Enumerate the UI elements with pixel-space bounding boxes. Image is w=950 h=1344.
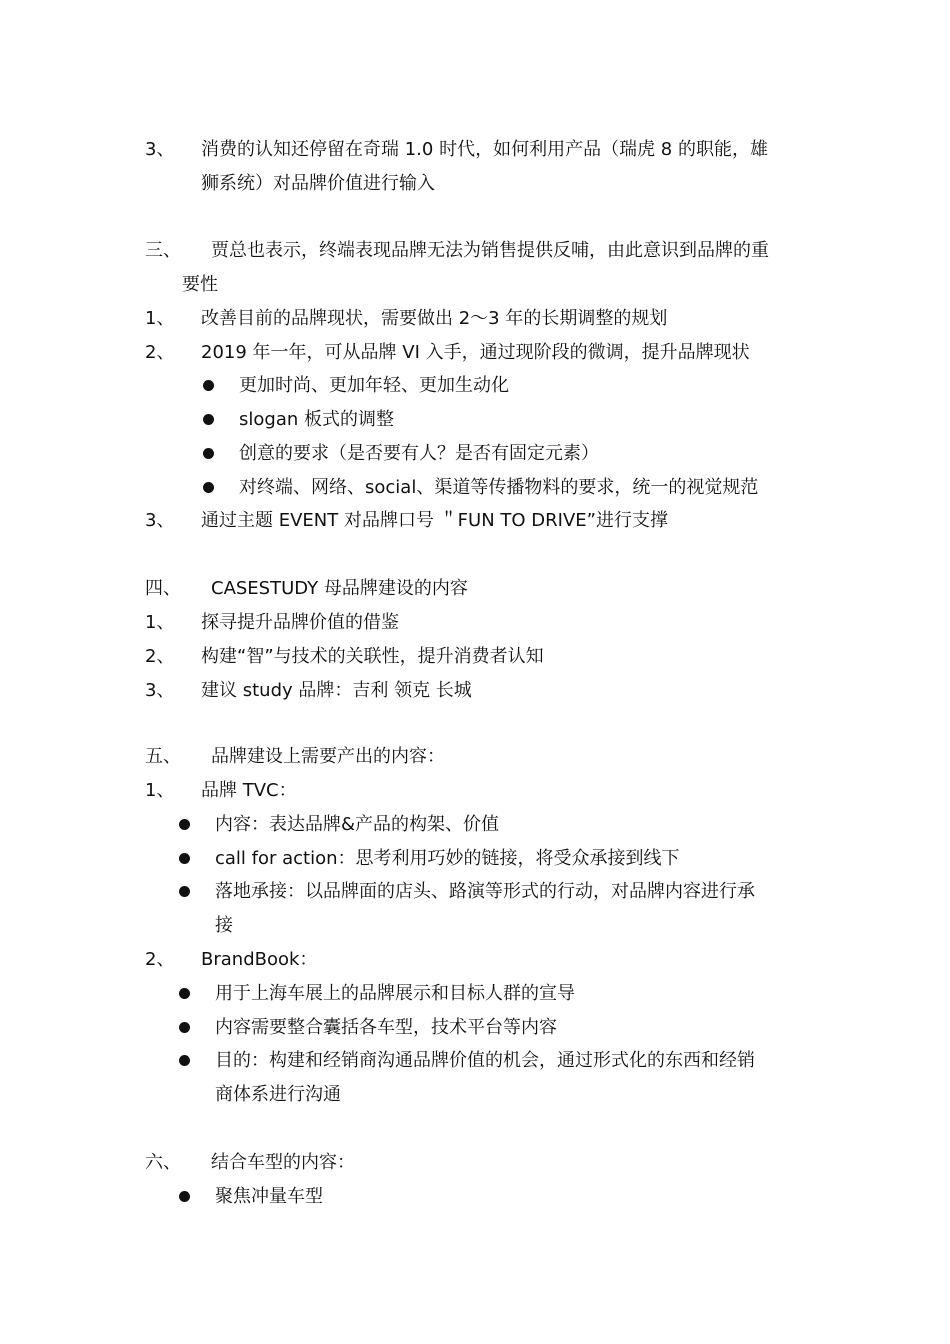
list-item — [0, 948, 950, 972]
bullet-text: 聚焦冲量车型 — [215, 1186, 323, 1207]
bullet-item — [0, 1049, 950, 1073]
item-number: 3、 — [145, 680, 175, 701]
bullet-icon — [179, 1191, 190, 1202]
bullet-icon — [179, 819, 190, 830]
item-text: 构建“智”与技术的关联性，提升消费者认知 — [201, 646, 544, 667]
bullet-text: 目的：构建和经销商沟通品牌价值的机会，通过形式化的东西和经销 — [215, 1050, 755, 1071]
item-text: 探寻提升品牌价值的借鉴 — [201, 612, 399, 633]
bullet-text: 内容：表达品牌&产品的构架、价值 — [215, 814, 500, 835]
bullet-text: call for action：思考利用巧妙的链接，将受众承接到线下 — [215, 848, 680, 869]
bullet-text: 落地承接：以品牌面的店头、路演等形式的行动，对品牌内容进行承 — [215, 881, 755, 902]
item-number: 3、 — [145, 139, 175, 160]
bullet-item — [0, 1016, 950, 1040]
item-number: 1、 — [145, 308, 175, 329]
list-item-continuation — [0, 172, 950, 196]
section-heading — [0, 1151, 950, 1175]
bullet-item — [0, 1185, 950, 1209]
section-text: 贾总也表示，终端表现品牌无法为销售提供反哺，由此意识到品牌的重 — [211, 240, 769, 261]
item-text: 品牌 TVC： — [201, 780, 297, 801]
item-text: 通过主题 EVENT 对品牌口号 ＂FUN TO DRIVE”进行支撑 — [201, 510, 668, 531]
bullet-item — [0, 374, 950, 398]
bullet-icon — [203, 414, 214, 425]
bullet-item-continuation — [0, 1083, 950, 1107]
item-text: 消费的认知还停留在奇瑞 1.0 时代，如何利用产品（瑞虎 8 的职能，雄 — [201, 139, 768, 160]
item-text: 狮系统）对品牌价值进行输入 — [201, 173, 435, 194]
list-item — [0, 611, 950, 635]
item-text: 建议 study 品牌：吉利 领克 长城 — [201, 680, 472, 701]
list-item — [0, 341, 950, 365]
item-text: 改善目前的品牌现状，需要做出 2～3 年的长期调整的规划 — [201, 308, 668, 329]
item-number: 1、 — [145, 780, 175, 801]
item-number: 2、 — [145, 342, 175, 363]
bullet-text: 更加时尚、更加年轻、更加生动化 — [239, 375, 509, 396]
bullet-item — [0, 982, 950, 1006]
bullet-item — [0, 476, 950, 500]
bullet-item — [0, 880, 950, 904]
list-item — [0, 679, 950, 703]
section-text: 结合车型的内容： — [211, 1152, 355, 1173]
bullet-icon — [203, 448, 214, 459]
bullet-text: 对终端、网络、social、渠道等传播物料的要求，统一的视觉规范 — [239, 477, 759, 498]
item-text: BrandBook： — [201, 949, 318, 970]
list-item — [0, 509, 950, 533]
list-item — [0, 307, 950, 331]
bullet-text: slogan 板式的调整 — [239, 409, 394, 430]
section-heading-continuation — [0, 273, 950, 297]
bullet-icon — [179, 988, 190, 999]
section-text: CASESTUDY 母品牌建设的内容 — [211, 578, 468, 599]
section-heading — [0, 577, 950, 601]
section-text: 品牌建设上需要产出的内容： — [211, 746, 445, 767]
bullet-text: 用于上海车展上的品牌展示和目标人群的宣导 — [215, 983, 575, 1004]
item-number: 2、 — [145, 949, 175, 970]
bullet-text: 内容需要整合囊括各车型，技术平台等内容 — [215, 1017, 557, 1038]
bullet-item — [0, 847, 950, 871]
item-number: 3、 — [145, 510, 175, 531]
bullet-item — [0, 442, 950, 466]
section-text: 要性 — [182, 274, 218, 295]
section-number: 六、 — [145, 1152, 181, 1173]
bullet-icon — [203, 380, 214, 391]
bullet-text: 创意的要求（是否要有人？是否有固定元素） — [239, 443, 599, 464]
item-number: 2、 — [145, 646, 175, 667]
bullet-text: 接 — [215, 915, 233, 936]
section-heading — [0, 745, 950, 769]
section-number: 五、 — [145, 746, 181, 767]
bullet-icon — [179, 886, 190, 897]
bullet-icon — [179, 1022, 190, 1033]
bullet-icon — [179, 853, 190, 864]
bullet-icon — [179, 1055, 190, 1066]
list-item — [0, 645, 950, 669]
bullet-icon — [203, 482, 214, 493]
list-item — [0, 779, 950, 803]
section-number: 三、 — [145, 240, 181, 261]
list-item — [0, 138, 950, 162]
section-number: 四、 — [145, 578, 181, 599]
bullet-item — [0, 408, 950, 432]
section-heading — [0, 239, 950, 263]
bullet-item — [0, 813, 950, 837]
bullet-text: 商体系进行沟通 — [215, 1084, 341, 1105]
item-text: 2019 年一年，可从品牌 VI 入手，通过现阶段的微调，提升品牌现状 — [201, 342, 750, 363]
item-number: 1、 — [145, 612, 175, 633]
bullet-item-continuation — [0, 914, 950, 938]
